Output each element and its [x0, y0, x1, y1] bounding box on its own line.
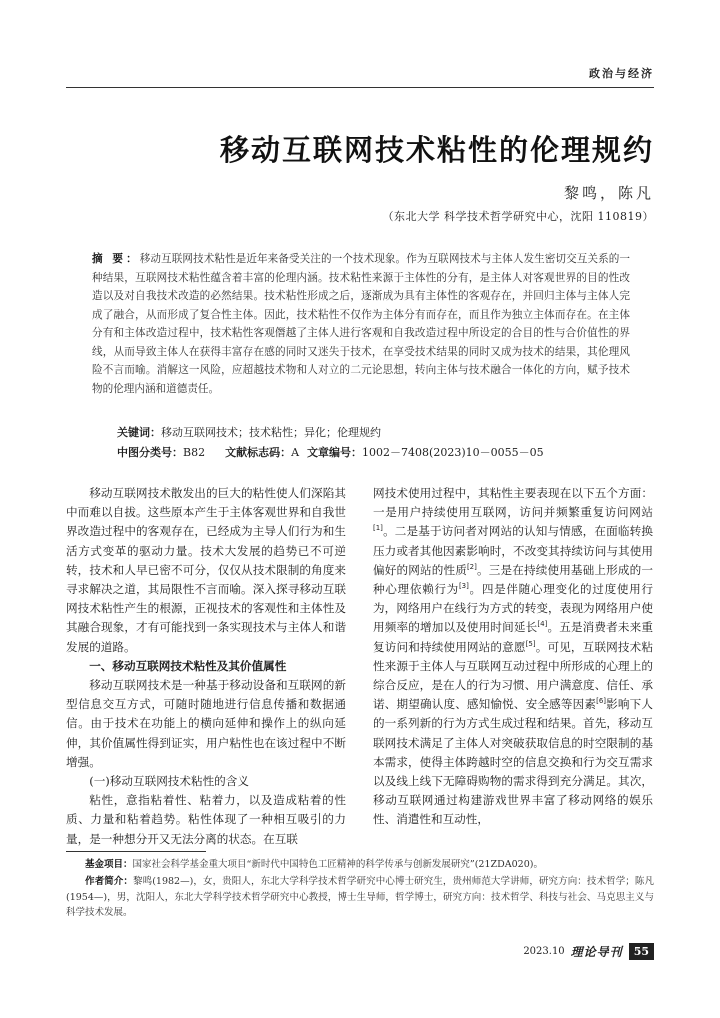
clc-value: B82: [183, 446, 206, 459]
clc-label: 中图分类号：: [117, 446, 183, 459]
journal-name: 理论导刊: [570, 945, 623, 959]
article-title: 移动互联网技术粘性的伦理规约: [219, 133, 654, 167]
citation-ref[interactable]: [4]: [537, 620, 548, 629]
text-run: 。三是在持续使用基础上形成的一种心理依赖行为: [373, 562, 653, 597]
abstract-text: 移动互联网技术粘性是近年来备受关注的一个技术现象。作为互联网技术与主体人发生密切交互关系的一种结果，互联网技术粘性蕴含着丰富的伦理内涵。技术粘性来源于主体性的分有，是主体人对客观世界的目的性改造以及对自我技术改造的必然结果。技术粘性形成之后，逐渐成为具有主体性的客观存在，并回归主体与主体人完成了融合，从而形成了复合性主体。因此，技术粘性不仅作为主体分有而存在，而且作为独立主体而存在。在主体分有和主体改造过程中，技术粘性客观僭越了主体人进行客观和自我改造过程中所设定的合目的性与合价值性的界线，从而导致主体人在获得丰富存在感的同时又迷失于技术，在享受技术结果的同时又成为技术的结果，其伦理风险不言而喻。消解这一风险，应超越技术物和人对立的二元论思想，转向主体与技术融合一体化的方向，赋予技术物的伦理内涵和道德责任。: [92, 253, 630, 395]
subsection-heading: (一)移动互联网技术粘性的含义: [89, 774, 249, 789]
doc-code-value: A: [291, 446, 300, 459]
footnote-label: 作者简介：: [85, 876, 133, 887]
footnote-text: 黎鸣(1982—)，女，贵阳人，东北大学科学技术哲学研究中心博士研究生，贵州师范大学讲师，研究方向：技术哲学；陈凡(1954—)，男，沈阳人，东北大学科学技术哲学研究中心教授，博士生导师，哲学博士，研究方向：技术哲学、科技与社会、马克思主义与科学技术发展。: [66, 876, 654, 918]
keywords-text: 移动互联网技术；技术粘性；异化；伦理规约: [161, 426, 381, 439]
article-no-value: 1002－7408(2023)10－0055－05: [362, 446, 544, 459]
citation-ref[interactable]: [5]: [525, 639, 536, 648]
footnote-label: 基金项目：: [85, 859, 133, 870]
text-run: 。五是消费者未来重复访问和持续使用网站的意愿: [373, 620, 653, 654]
header-rule: [66, 87, 654, 88]
body-column-right: [373, 484, 653, 830]
page-number: 55: [629, 943, 654, 960]
keywords: [117, 424, 381, 440]
footnote-text: 国家社会科学基金重大项目“新时代中国特色工匠精神的科学传承与创新发展研究”(21ZDA020)。: [132, 859, 543, 870]
footnote-fund: [66, 857, 654, 873]
citation-ref[interactable]: [6]: [596, 697, 607, 706]
keywords-label: 关键词：: [117, 426, 161, 439]
citation-ref[interactable]: [2]: [466, 562, 477, 571]
body-paragraph: 移动互联网技术散发出的巨大的粘性使人们深陷其中而难以自拔。这些原本产生于主体客观世界和自我世界改造过程中的客观存在，已经成为主导人们行为和生活方式变革的驱动力量。技术大发展的趋势已不可逆转，技术和人早已密不可分，仅仅从技术限制的角度来寻求解决之道，其局限性不言而喻。深入探寻移动互联网技术粘性产生的根源，正视技术的客观性和主体性及其融合现象，才有可能找到一条实现技术与主体人和谐发展的道路。: [66, 486, 346, 654]
text-run: 。可见，互联网技术粘性来源于主体人与互联网互动过程中所形成的心理上的综合反应，是在人的行为习惯、用户满意度、信任、承诺、期望确认度、感知愉悦、安全感等因素: [373, 639, 653, 712]
text-run: 影响下人的一系列新的行为方式生成过程和结果。首先，移动互联网技术满足了主体人对突破获取信息的时空限制的基本需求，使得主体跨越时空的信息交换和行为交互需求以及线上线下无障碍购物的需求得到充分满足。其次，移动互联网通过构建游戏世界丰富了移动网络的娱乐性、消遣性和互动性，: [373, 697, 653, 827]
footnote-author: [66, 874, 654, 921]
author-affiliation: （东北大学 科学技术哲学研究中心，沈阳 110819）: [382, 210, 654, 223]
body-column-left: [66, 484, 346, 849]
body-paragraph: [373, 484, 653, 830]
journal-section-header: 政治与经济: [589, 67, 654, 80]
doc-code-label: 文献标志码：: [225, 446, 292, 459]
citation-ref[interactable]: [1]: [373, 524, 383, 533]
abstract: [92, 250, 630, 398]
text-run: 网技术使用过程中，其粘性主要表现在以下五个方面：一是用户持续使用互联网，访问并频繁重复访问网站: [373, 486, 653, 520]
issue-date: 2023.10: [523, 946, 565, 957]
footnote-rule: [66, 851, 206, 852]
citation-ref[interactable]: [3]: [458, 582, 469, 591]
body-paragraph: 移动互联网技术是一种基于移动设备和互联网的新型信息交互方式，可随时随地进行信息传播和数据通信。由于技术在功能上的横向延伸和操作上的纵向延伸，其价值属性得到证实，用户粘性也在该过程中不断增强。: [66, 678, 346, 769]
body-paragraph: 粘性，意指粘着性、粘着力，以及造成粘着的性质、力量和粘着趋势。粘性体现了一种相互吸引的力量，是一种想分开又无法分离的状态。在互联: [66, 793, 346, 846]
section-heading: 一、移动互联网技术粘性及其价值属性: [89, 658, 287, 673]
abstract-label: 摘 要：: [92, 253, 140, 265]
page-footer: [523, 943, 654, 960]
article-no-label: 文章编号：: [307, 446, 363, 459]
text-run: 。二是基于访问者对网站的认知与情感，在面临转换压力或者其他因素影响时，不改变其持续访问与其使用偏好的网站的性质: [373, 524, 653, 577]
article-authors: 黎鸣，陈凡: [563, 184, 654, 202]
classification-line: [117, 444, 544, 460]
text-run: 。四是伴随心理变化的过度使用行为，网络用户在线行为方式的转变，表现为网络用户使用频率的增加以及使用时间延长: [373, 582, 653, 635]
